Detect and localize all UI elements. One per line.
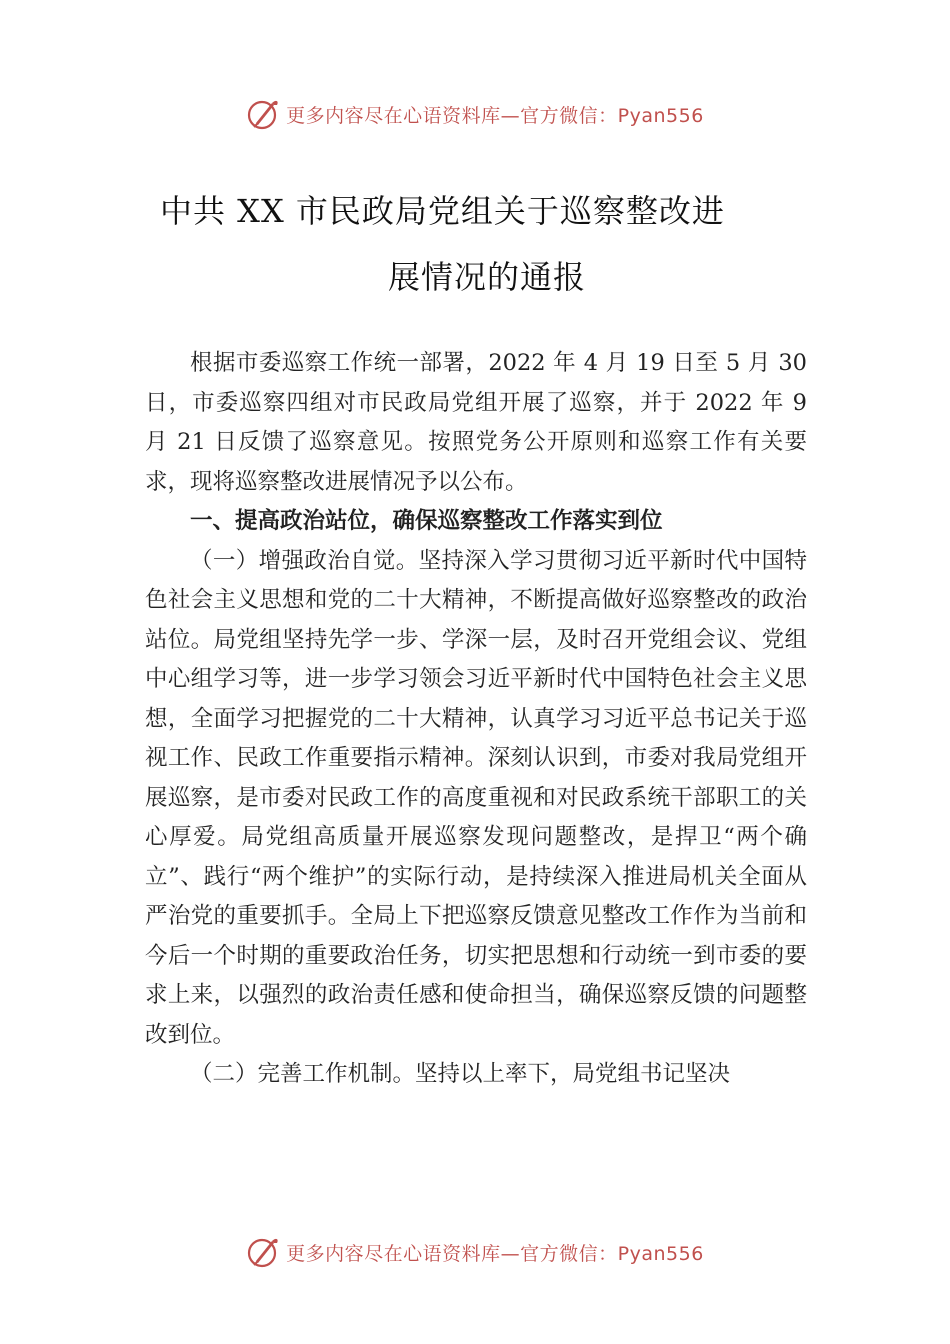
document-title-line-1: 中共 XX 市民政局党组关于巡察整改进 [160,192,725,230]
document-body [145,344,807,1095]
quill-pen-logo-icon [246,1235,280,1269]
banner-text: 更多内容尽在心语资料库—官方微信：Pyan556 [286,104,704,127]
header-banner [0,94,950,134]
section-heading: 一、提高政治站位，确保巡察整改工作落实到位 [190,508,663,534]
paragraph-work-mechanism: （二）完善工作机制。坚持以上率下，局党组书记坚决 [190,1061,731,1087]
banner-text: 更多内容尽在心语资料库—官方微信：Pyan556 [286,1242,704,1265]
intro-paragraph: 根据市委巡察工作统一部署，2022 年 4 月 19 日至 5 月 30 日，市委巡察四组对市民政局党组开展了巡察，并于 2022 年 9 月 21 日反馈了巡察意见。按照党务公开原则和巡察工作有关要求，现将巡察整改进展情况予以公布。 [145,350,807,495]
document-title-line-2: 展情况的通报 [388,258,587,296]
footer-banner [0,1232,950,1272]
quill-pen-logo-icon [246,97,280,131]
paragraph-political-awareness: （一）增强政治自觉。坚持深入学习贯彻习近平新时代中国特色社会主义思想和党的二十大精神，不断提高做好巡察整改的政治站位。局党组坚持先学一步、学深一层，及时召开党组会议、党组中心组学习等，进一步学习领会习近平新时代中国特色社会主义思想，全面学习把握党的二十大精神，认真学习习近平总书记关于巡视工作、民政工作重要指示精神。深刻认识到，市委对我局党组开展巡察，是市委对民政工作的高度重视和对民政系统干部职工的关心厚爱。局党组高质量开展巡察发现问题整改，是捍卫“两个确立”、践行“两个维护”的实际行动，是持续深入推进局机关全面从严治党的重要抓手。全局上下把巡察反馈意见整改工作作为当前和今后一个时期的重要政治任务，切实把思想和行动统一到市委的要求上来，以强烈的政治责任感和使命担当，确保巡察反馈的问题整改到位。 [145,547,807,1048]
